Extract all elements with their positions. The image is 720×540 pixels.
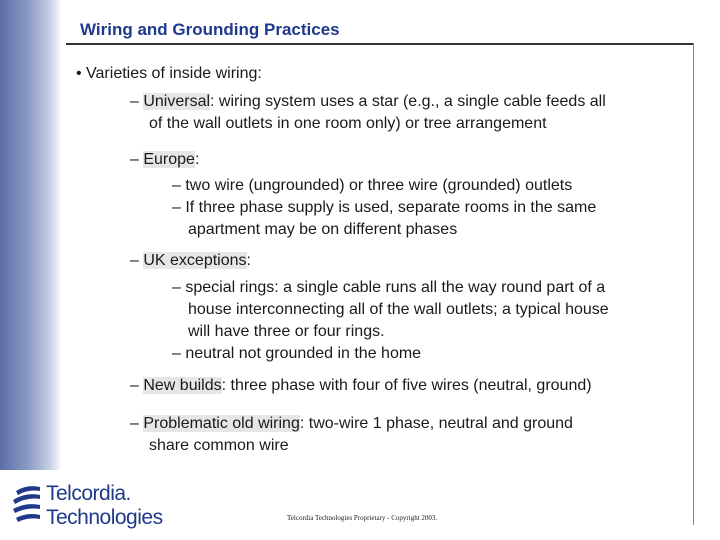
uk-sub-2: – neutral not grounded in the home	[172, 345, 422, 362]
dash: –	[130, 415, 144, 432]
logo-line-2: Technologies	[46, 506, 163, 529]
footer-copyright: Telcordia Technologies Proprietary - Copyright 2003.	[287, 514, 438, 522]
telcordia-mark-icon	[10, 482, 44, 524]
europe-colon: :	[194, 151, 200, 168]
dash: –	[130, 93, 144, 110]
universal-line-1	[130, 91, 606, 113]
europe-heading	[130, 149, 199, 171]
newbuilds-line	[130, 375, 592, 397]
problematic-text-1: : two-wire 1 phase, neutral and ground	[299, 415, 573, 432]
problematic-term: Problematic old wiring	[143, 415, 300, 432]
newbuilds-term: New builds	[143, 377, 222, 394]
main-bullet: • Varieties of inside wiring:	[76, 65, 262, 82]
uk-sub-1b: house interconnecting all of the wall outlets; a typical house	[188, 301, 609, 318]
uk-heading	[130, 250, 251, 272]
dash: –	[130, 151, 144, 168]
uk-sub-1a: – special rings: a single cable runs all the way round part of a	[172, 279, 606, 296]
problematic-line-1	[130, 413, 573, 435]
logo-line-1: Telcordia.	[46, 482, 131, 505]
universal-text-1: : wiring system uses a star (e.g., a single cable feeds all	[210, 93, 606, 110]
europe-term: Europe	[143, 151, 195, 168]
problematic-line-2: share common wire	[149, 437, 289, 454]
telcordia-logo	[10, 480, 170, 534]
universal-line-2: of the wall outlets in one room only) or tree arrangement	[149, 115, 547, 132]
dash: –	[130, 377, 144, 394]
left-gradient-band	[0, 0, 62, 470]
right-border-line	[693, 43, 694, 525]
newbuilds-text: : three phase with four of five wires (neutral, ground)	[221, 377, 592, 394]
europe-sub-1: – two wire (ungrounded) or three wire (grounded) outlets	[172, 177, 573, 194]
slide-title: Wiring and Grounding Practices	[80, 20, 340, 39]
europe-sub-2b: apartment may be on different phases	[188, 221, 458, 238]
uk-sub-1c: will have three or four rings.	[188, 323, 385, 340]
uk-colon: :	[246, 252, 251, 269]
uk-term: UK exceptions	[143, 252, 247, 269]
europe-sub-2a: – If three phase supply is used, separate rooms in the same	[172, 199, 597, 216]
dash: –	[130, 252, 144, 269]
universal-term: Universal	[143, 93, 211, 110]
title-underline	[66, 43, 694, 45]
